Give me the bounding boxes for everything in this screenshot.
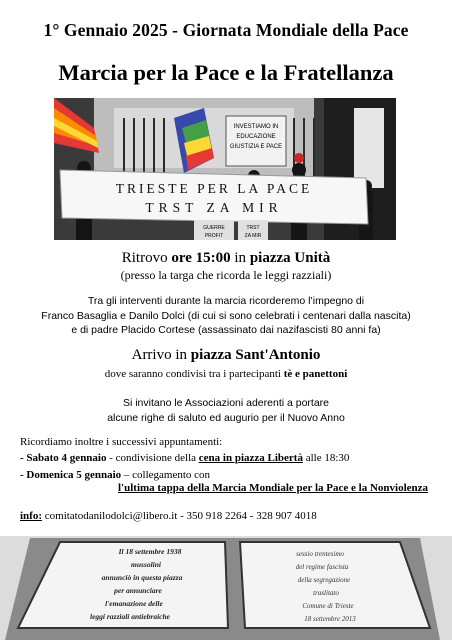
- invito-line-1: Si invitano le Associazioni aderenti a portare: [122, 397, 330, 409]
- info-label: info:: [20, 510, 42, 522]
- plaque-left-line: mussolini: [130, 560, 162, 569]
- appuntamento-1-end: alle 18:30: [302, 452, 350, 464]
- plaque-left-line: leggi razziali antiebraiche: [89, 612, 171, 621]
- interventi-line-2: Franco Basaglia e Danilo Dolci (di cui si sono celebrati i centenari dalla nascita): [41, 309, 411, 322]
- plaque-right-line: Comune di Trieste: [302, 602, 354, 610]
- appuntamento-1: [20, 452, 349, 464]
- arrivo-place: piazza Sant'Antonio: [190, 347, 321, 363]
- info-line: [20, 510, 317, 522]
- plaque-left-line: l'emanazione delle: [105, 599, 163, 608]
- header-date: 1° Gennaio 2025 - Giornata Mondiale della Pace: [43, 20, 409, 40]
- ritrovo-mid: in: [234, 250, 247, 266]
- ritrovo-note: (presso la targa che ricorda le leggi razziali): [120, 268, 332, 282]
- sign-text-3: GIUSTIZIA E PACE: [229, 144, 283, 150]
- plaque-right-line: del regime fascista: [295, 563, 349, 571]
- plaque-right-line: traslitato: [313, 589, 339, 597]
- ritrovo-time: ore 15:00: [171, 250, 231, 266]
- invito-line-2: alcune righe di saluto ed augurio per il Nuovo Anno: [107, 411, 345, 424]
- plaque-left-line: annunciò in questa piazza: [101, 573, 183, 582]
- info-contact: comitatodanilodolci@libero.it - 350 918 2264 - 328 907 4018: [42, 510, 317, 522]
- arrivo-line: [0, 347, 452, 364]
- appuntamento-2-date: - Domenica 5 gennaio: [20, 469, 122, 481]
- small-sign-4: ZA MIR: [244, 233, 262, 239]
- interventi-paragraph: [0, 294, 452, 338]
- arrivo-prefix: Arrivo in: [131, 347, 188, 363]
- appuntamento-2: [20, 469, 210, 481]
- appuntamento-1-date: - Sabato 4 gennaio: [20, 452, 107, 464]
- ritrovo-place: piazza Unità: [249, 250, 331, 266]
- plaque-right-line: della segregazione: [297, 576, 351, 584]
- plaque-left-line: Il 18 settembre 1938: [118, 547, 182, 556]
- plaque-photo: [0, 528, 452, 640]
- sign-text-1: INVESTIAMO IN: [233, 124, 279, 130]
- appuntamento-2-detail: l'ultima tappa della Marcia Mondiale per la Pace e la Nonviolenza: [118, 482, 429, 494]
- banner-line-1: TRIESTE PER LA PACE: [115, 181, 313, 196]
- page-title: Marcia per la Pace e la Fratellanza: [58, 60, 394, 85]
- plaque-left-line: per annunciare: [114, 586, 162, 595]
- appuntamenti-intro: Ricordiamo inoltre i successivi appuntamenti:: [20, 436, 223, 448]
- appuntamento-2-end: – collegamento con: [121, 469, 211, 481]
- small-sign-2: PROFIT: [204, 233, 224, 239]
- ritrovo-prefix: Ritrovo: [121, 250, 168, 266]
- arrivo-note-bold: tè e panettoni: [283, 368, 348, 380]
- ritrovo-line: [0, 250, 452, 267]
- small-sign-3: TRST: [246, 225, 260, 231]
- banner-line-2: TRST ZA MIR: [145, 200, 283, 215]
- appuntamento-1-link: cena in piazza Libertà: [198, 452, 303, 464]
- invito-paragraph: [0, 396, 452, 425]
- arrivo-note-prefix: dove saranno condivisi tra i partecipanti: [104, 368, 281, 380]
- arrivo-note: [0, 368, 452, 380]
- sign-text-2: EDUCAZIONE: [236, 134, 276, 140]
- interventi-line-1: Tra gli interventi durante la marcia ricorderemo l’impegno di: [87, 295, 365, 307]
- interventi-line-3: e di padre Placido Cortese (assassinato dai nazifascisti 80 anni fa): [71, 324, 381, 336]
- appuntamento-1-mid: - condivisione della: [106, 452, 199, 464]
- plaque-right-line: 18 settembre 2013: [304, 615, 356, 623]
- plaque-right-line: sessio trentesimo: [296, 550, 344, 558]
- march-photo: [54, 98, 396, 240]
- small-sign-1: GUERRE: [203, 225, 225, 231]
